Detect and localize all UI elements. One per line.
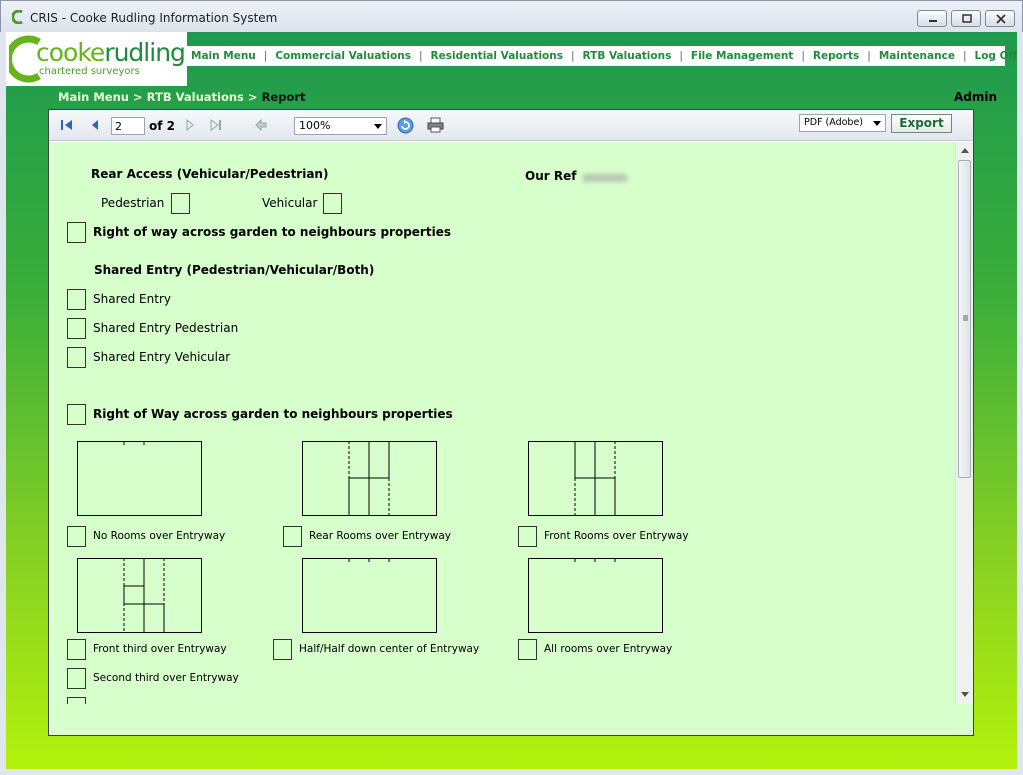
zoom-value: 100% [299,119,331,132]
all-rooms-diagram [528,558,664,634]
rear-rooms-label: Rear Rooms over Entryway [309,530,452,542]
maximize-button[interactable] [951,10,981,27]
front-third-diagram [77,558,203,634]
nav-separator: | [801,50,805,62]
nav-commercial-valuations[interactable]: Commercial Valuations [275,50,411,62]
company-logo[interactable] [6,32,187,86]
shared-entry-vehicular-label: Shared Entry Vehicular [93,350,231,364]
export-format-value: PDF (Adobe) [804,117,863,128]
scroll-up-icon[interactable] [961,148,969,153]
nav-rtb-valuations[interactable]: RTB Valuations [582,50,672,62]
rear-access-heading: Rear Access (Vehicular/Pedestrian) [91,167,329,181]
logo-wordmark: cookerudling [36,38,185,67]
half-half-diagram [302,558,438,634]
refresh-icon[interactable] [397,117,414,134]
nav-separator: | [679,50,683,62]
front-third-checkbox[interactable] [67,639,86,660]
pedestrian-checkbox[interactable] [171,193,190,214]
breadcrumb-main-menu[interactable]: Main Menu [58,90,129,104]
shared-entry-vehicular-checkbox[interactable] [67,347,86,368]
window-titlebar [0,0,1023,32]
right-of-way-label-1: Right of way across garden to neighbours properties [93,225,451,239]
app-icon [12,10,24,24]
window-title: CRIS - Cooke Rudling Information System [30,11,278,25]
back-icon[interactable] [255,119,267,131]
vehicular-checkbox[interactable] [323,193,342,214]
nav-separator: | [418,50,423,62]
breadcrumb-rtb-valuations[interactable]: RTB Valuations [146,90,244,104]
page-number-input[interactable] [111,117,145,135]
all-rooms-label: All rooms over Entryway [544,643,673,655]
second-third-checkbox[interactable] [67,668,86,689]
vehicular-label: Vehicular [262,196,318,210]
zoom-select[interactable] [294,117,387,135]
no-rooms-checkbox[interactable] [67,526,86,547]
nav-maintenance[interactable]: Maintenance [878,50,955,62]
rear-rooms-diagram [302,441,438,517]
minimize-button[interactable] [917,10,947,27]
next-page-icon[interactable] [185,119,195,131]
user-name: Admin [954,90,998,104]
previous-page-icon[interactable] [90,119,100,131]
pedestrian-label: Pedestrian [101,196,165,210]
nav-main-menu[interactable]: Main Menu [191,50,256,62]
nav-separator: | [571,50,575,62]
grip-icon [960,315,971,323]
nav-residential-valuations[interactable]: Residential Valuations [430,50,563,62]
our-ref-label: Our Ref [525,169,577,183]
export-button[interactable]: Export [891,114,952,133]
right-of-way-label-2: Right of Way across garden to neighbours properties [93,407,453,421]
vertical-scrollbar[interactable] [955,142,973,704]
close-icon [995,14,1007,24]
breadcrumb-separator: > [247,90,258,104]
print-icon[interactable] [427,117,444,133]
half-half-checkbox[interactable] [273,639,292,660]
all-rooms-checkbox[interactable] [518,639,537,660]
nav-file-management[interactable]: File Management [690,50,794,62]
report-footer-area [49,704,973,735]
breadcrumb-separator: > [132,90,143,104]
page-total: of 2 [149,119,175,133]
last-page-icon[interactable] [209,119,223,131]
nav-log-off[interactable]: Log Off [974,50,1018,62]
nav-reports[interactable]: Reports [812,50,860,62]
shared-entry-pedestrian-label: Shared Entry Pedestrian [93,321,239,335]
no-rooms-diagram [77,441,203,517]
minimize-icon [927,14,939,24]
report-page [49,142,973,735]
clipped-checkbox[interactable] [67,697,86,704]
chevron-down-icon [873,121,881,126]
close-button[interactable] [985,10,1015,27]
chevron-down-icon [374,124,382,129]
front-rooms-checkbox[interactable] [518,526,537,547]
app-area [6,32,1017,769]
first-page-icon[interactable] [60,119,74,131]
right-of-way-checkbox-1[interactable] [67,222,86,243]
shared-entry-heading: Shared Entry (Pedestrian/Vehicular/Both) [94,263,375,277]
main-nav [187,46,1018,66]
front-rooms-diagram [528,441,664,517]
maximize-icon [961,14,973,24]
scroll-down-icon[interactable] [961,692,969,697]
shared-entry-checkbox[interactable] [67,289,86,310]
half-half-label: Half/Half down center of Entryway [299,643,480,655]
front-third-label: Front third over Entryway [93,643,227,655]
shared-entry-pedestrian-checkbox[interactable] [67,318,86,339]
export-format-select[interactable] [799,114,886,132]
report-viewer [48,109,974,736]
redacted-reference [583,174,627,182]
report-toolbar [49,110,973,141]
scrollbar-thumb[interactable] [958,160,971,478]
nav-separator: | [263,50,268,62]
rear-rooms-checkbox[interactable] [283,526,302,547]
no-rooms-label: No Rooms over Entryway [93,530,226,542]
breadcrumb [58,90,306,104]
right-of-way-checkbox-2[interactable] [67,404,86,425]
logo-tagline: chartered surveyors [39,66,140,77]
shared-entry-label: Shared Entry [93,292,171,306]
front-rooms-label: Front Rooms over Entryway [544,530,689,542]
nav-separator: | [867,50,871,62]
nav-separator: | [962,50,967,62]
breadcrumb-current: Report [261,90,306,104]
second-third-label: Second third over Entryway [93,672,239,684]
